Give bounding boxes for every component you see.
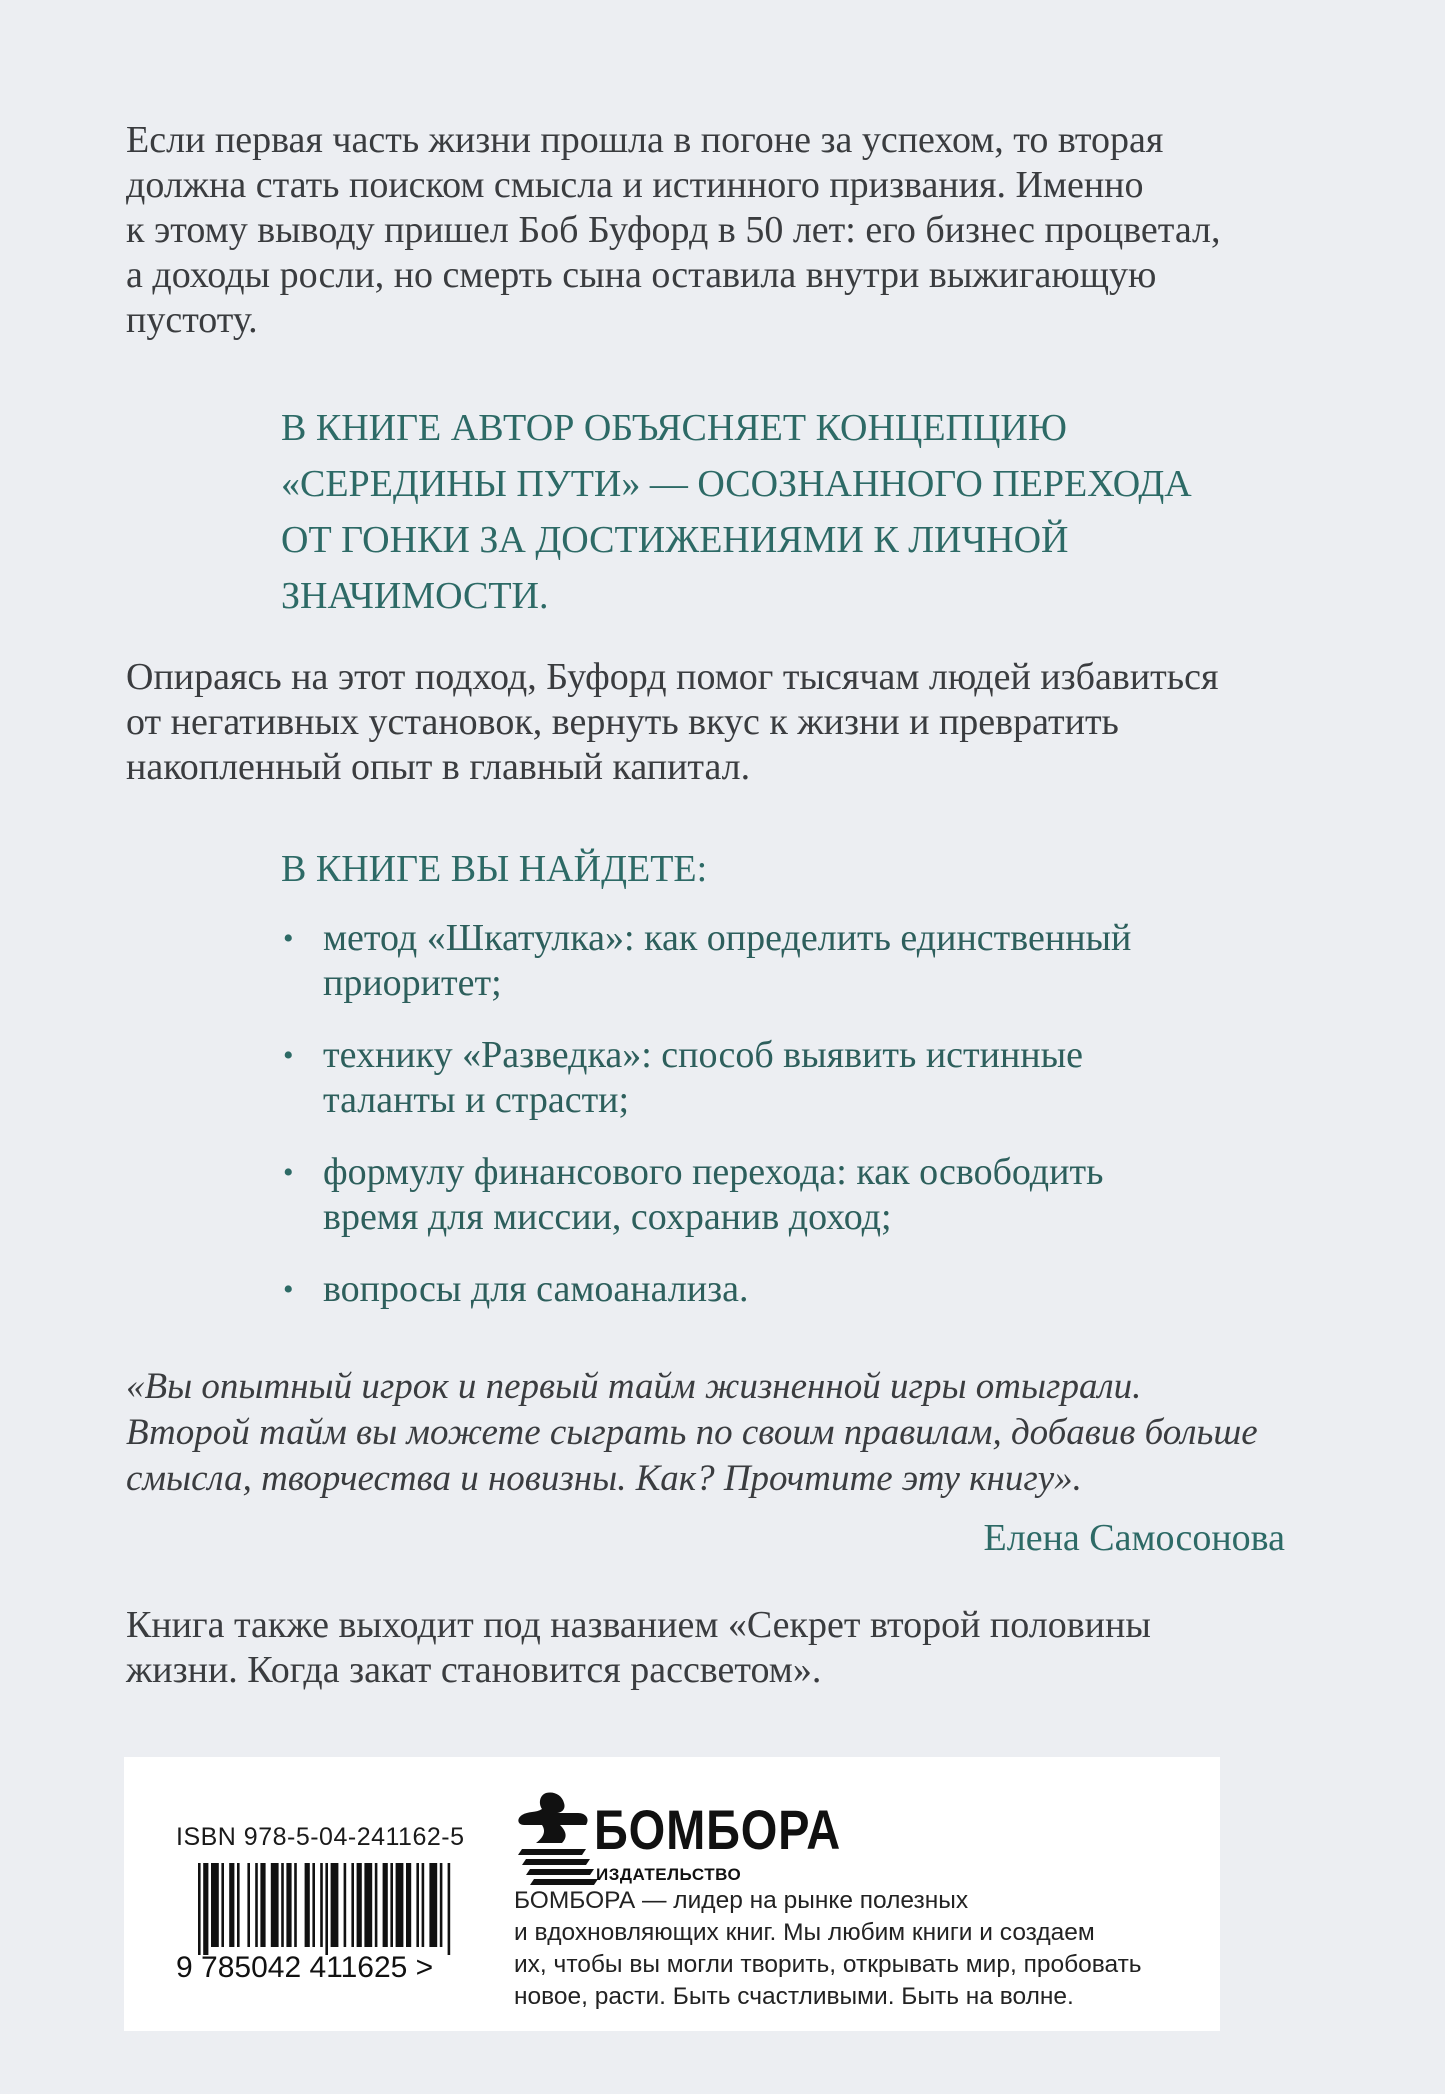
- intro-line: а доходы росли, но смерть сына оставила внутри выжигающую: [126, 254, 1157, 296]
- feature-line: формулу финансового перехода: как освободить: [323, 1151, 1104, 1193]
- feature-item: [281, 1033, 1341, 1123]
- barcode-bar: [247, 1863, 250, 1947]
- highlight-line: В КНИГЕ АВТОР ОБЪЯСНЯЕТ КОНЦЕПЦИЮ: [281, 407, 1067, 449]
- approach-line: от негативных установок, вернуть вкус к жизни и превратить: [126, 701, 1119, 743]
- also-line: Книга также выходит под названием «Секрет второй половины: [126, 1604, 1151, 1646]
- publisher-description: [514, 1885, 1214, 2013]
- publisher-info-panel: [124, 1757, 1220, 2031]
- barcode-bar: [198, 1863, 201, 1955]
- barcode-bar: [383, 1863, 388, 1947]
- highlight-line: «СЕРЕДИНЫ ПУТИ» — ОСОЗНАННОГО ПЕРЕХОДА: [281, 463, 1192, 505]
- isbn-label: ISBN 978-5-04-241162-5: [176, 1823, 465, 1851]
- barcode-bar: [406, 1863, 411, 1947]
- publisher-name: БОМБОРА: [594, 1798, 842, 1861]
- barcode-bar: [305, 1863, 310, 1947]
- publisher-subtitle: ИЗДАТЕЛЬСТВО: [596, 1865, 742, 1884]
- bullet-icon: •: [283, 1273, 294, 1306]
- intro-paragraph: [126, 118, 1346, 343]
- barcode-bar: [325, 1863, 328, 1955]
- barcode-bar: [211, 1863, 219, 1947]
- barcode-bar: [416, 1863, 419, 1947]
- barcode-bar: [364, 1863, 372, 1947]
- endorsement-quote: [126, 1364, 1366, 1502]
- quote-author: Елена Самосонова: [983, 1517, 1285, 1559]
- also-line: жизни. Когда закат становится рассветом».: [126, 1649, 822, 1691]
- features-heading: В КНИГЕ ВЫ НАЙДЕТЕ:: [281, 848, 708, 890]
- barcode-bar: [221, 1863, 224, 1947]
- barcode-bar: [237, 1863, 240, 1947]
- quote-line: «Вы опытный игрок и первый тайм жизненной игры отыграли.: [126, 1366, 1142, 1407]
- description-line: и вдохновляющих книг. Мы любим книги и создаем: [514, 1919, 1095, 1946]
- bullet-icon: •: [283, 922, 294, 955]
- description-line: БОМБОРА — лидер на рынке полезных: [514, 1887, 969, 1914]
- barcode-bar: [281, 1863, 284, 1947]
- feature-line: вопросы для самоанализа.: [323, 1268, 749, 1310]
- description-line: их, чтобы вы могли творить, открывать мир, пробовать: [514, 1951, 1142, 1978]
- barcode-bar: [294, 1863, 297, 1947]
- feature-line: технику «Разведка»: способ выявить истинные: [323, 1034, 1084, 1076]
- barcode-bar: [396, 1863, 404, 1947]
- bombora-wave-logo-icon: [516, 1791, 598, 1889]
- barcode-bar: [229, 1863, 234, 1947]
- feature-line: время для миссии, сохранив доход;: [323, 1196, 892, 1238]
- highlight-line: ЗНАЧИМОСТИ.: [281, 575, 549, 617]
- barcode-bar: [255, 1863, 258, 1947]
- barcode-bar: [440, 1863, 443, 1947]
- barcode-bar: [320, 1863, 323, 1947]
- approach-line: Опираясь на этот подход, Буфорд помог тысячам людей избавиться: [126, 656, 1219, 698]
- bullet-icon: •: [283, 1156, 294, 1189]
- barcode-bar: [357, 1863, 362, 1947]
- barcode-bar: [422, 1863, 425, 1947]
- barcode-bar: [429, 1863, 437, 1947]
- approach-paragraph: [126, 655, 1346, 790]
- description-line: новое, расти. Быть счастливыми. Быть на волне.: [514, 1983, 1074, 2010]
- alternate-title-note: [126, 1603, 1346, 1693]
- barcode-bar: [375, 1863, 378, 1947]
- barcode-bar: [286, 1863, 291, 1947]
- quote-line: Второй тайм вы можете сыграть по своим правилам, добавив больше: [126, 1412, 1258, 1453]
- barcode-bar: [260, 1863, 265, 1947]
- barcode-bar: [351, 1863, 354, 1947]
- concept-highlight: [281, 400, 1281, 624]
- feature-line: метод «Шкатулка»: как определить единственный: [323, 917, 1132, 959]
- intro-line: пустоту.: [126, 299, 258, 341]
- feature-item: [281, 1267, 1341, 1312]
- barcode-digits: 9 785042 411625 >: [176, 1951, 434, 1981]
- barcode-bar: [312, 1863, 315, 1947]
- bullet-icon: •: [283, 1039, 294, 1072]
- barcode-bar: [203, 1863, 208, 1955]
- feature-line: таланты и страсти;: [323, 1079, 630, 1121]
- barcode-bar: [331, 1863, 339, 1947]
- features-list: [281, 916, 1341, 1339]
- highlight-line: ОТ ГОНКИ ЗА ДОСТИЖЕНИЯМИ К ЛИЧНОЙ: [281, 519, 1069, 561]
- barcode-bar: [448, 1863, 451, 1955]
- feature-item: [281, 1150, 1341, 1240]
- feature-line: приоритет;: [323, 962, 502, 1004]
- approach-line: накопленный опыт в главный капитал.: [126, 746, 751, 788]
- intro-line: Если первая часть жизни прошла в погоне за успехом, то вторая: [126, 119, 1164, 161]
- intro-line: должна стать поиском смысла и истинного призвания. Именно: [126, 164, 1144, 206]
- barcode-bar: [271, 1863, 279, 1947]
- intro-line: к этому выводу пришел Боб Буфорд в 50 лет: его бизнес процветал,: [126, 209, 1221, 251]
- barcode-bar: [390, 1863, 393, 1947]
- barcode-bar: [344, 1863, 347, 1947]
- quote-line: смысла, творчества и новизны. Как? Прочтите эту книгу».: [126, 1458, 1082, 1499]
- feature-item: [281, 916, 1341, 1006]
